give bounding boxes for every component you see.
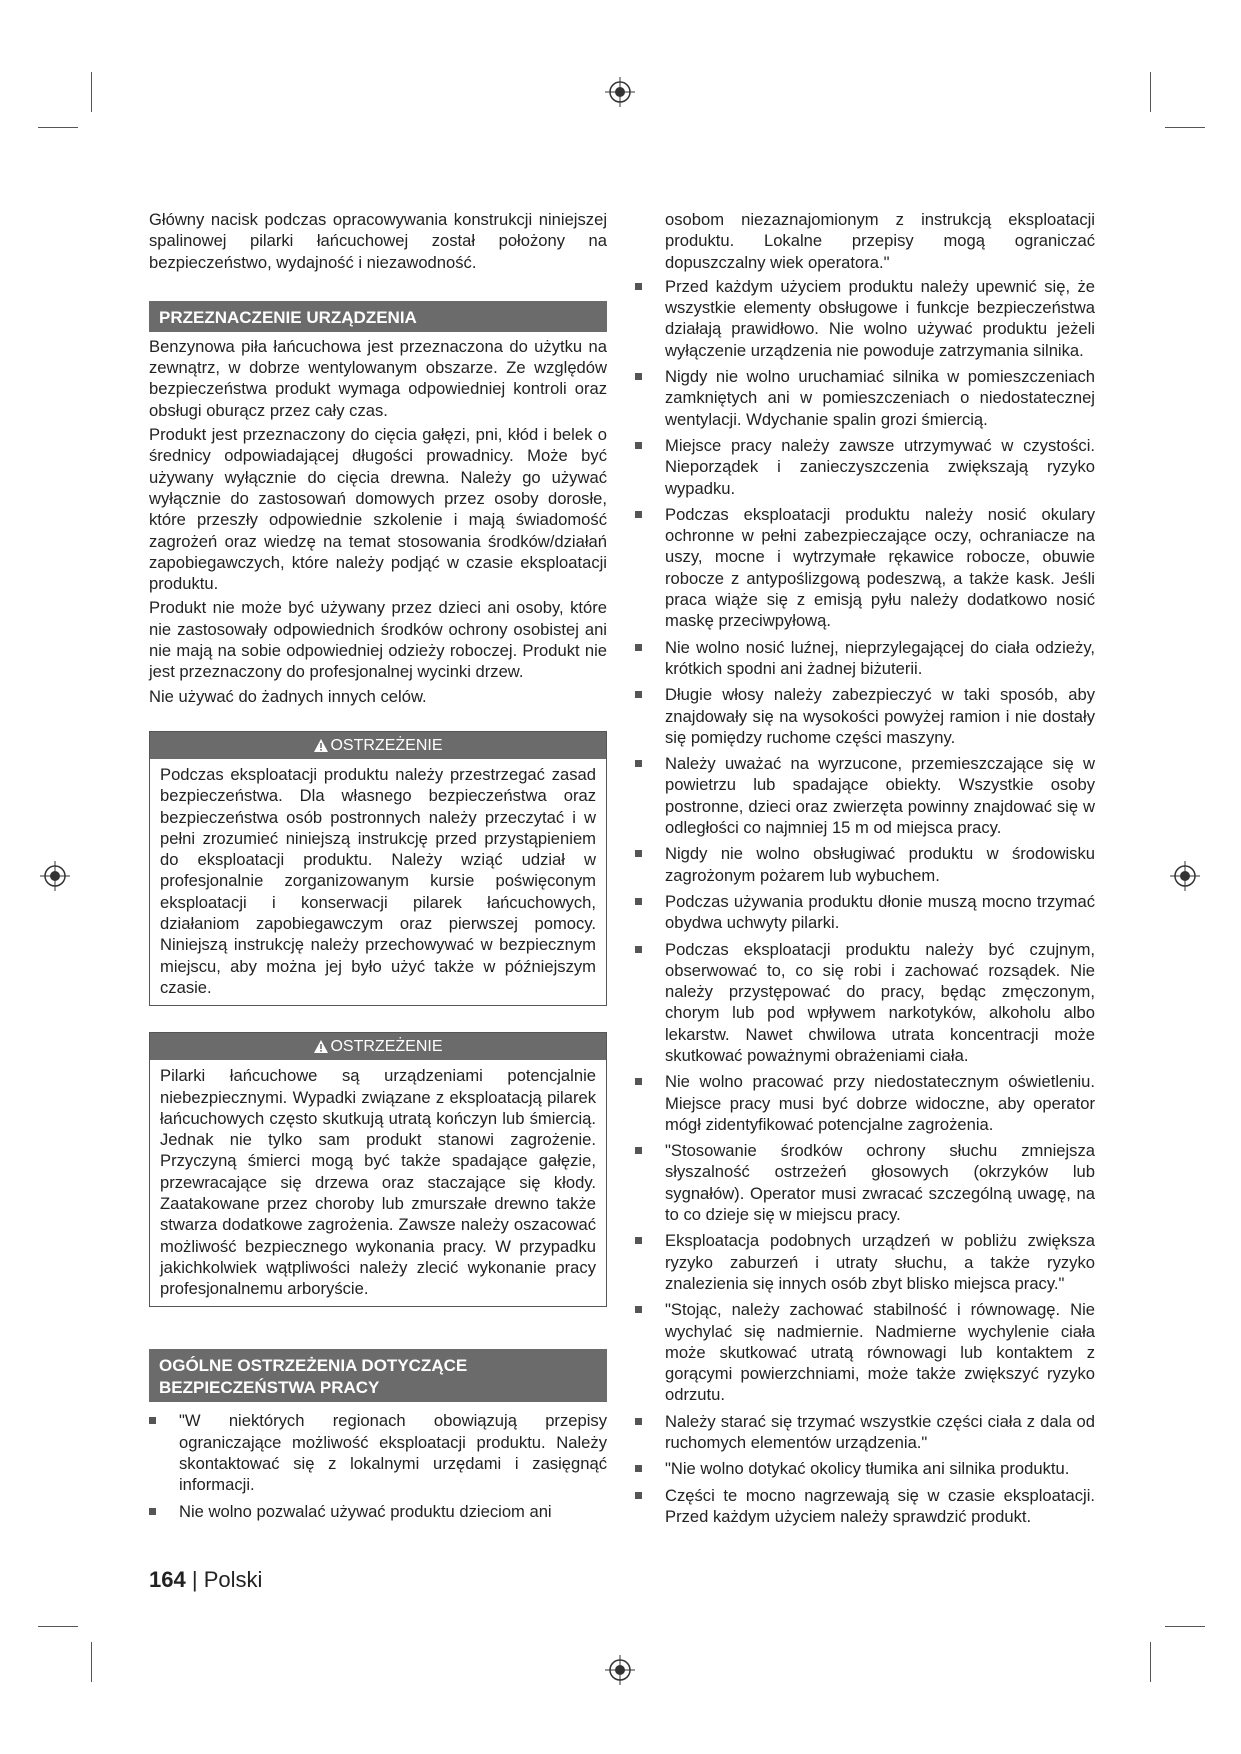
list-item: Podczas używania produktu dłonie muszą mocno trzymać obydwa uchwyty pilarki. (635, 891, 1095, 934)
warning-header (150, 732, 606, 759)
bullet-list (149, 1410, 607, 1521)
footer-separator: | (191, 1567, 198, 1592)
registration-mark-icon (605, 77, 635, 107)
page-number: 164 (149, 1567, 186, 1592)
warning-title: OSTRZEŻENIE (330, 1038, 443, 1056)
list-item: Podczas eksploatacji produktu należy nosić okulary ochronne w pełni zabezpieczające oczy, ochraniacze na uszy, mocne i wytrzymałe rękawice robocze, obuwie robocze z antypoślizgową podeszwą, a także kask. Jeśli praca wiąże się z emisją pyłu należy dodatkowo nosić maskę przeciwpyłową. (635, 504, 1095, 632)
crop-mark (1150, 72, 1151, 112)
list-item: Należy uważać na wyrzucone, przemieszczające się w powietrzu lub spadające obiekty. Wszystkie osoby postronne, dzieci oraz zwierzęta powinny znajdować się w odległości co najmniej 15 m od miejsca pracy. (635, 753, 1095, 838)
left-column (149, 209, 607, 1527)
list-item: Części te mocno nagrzewają się w czasie eksploatacji. Przed każdym użyciem należy sprawdzić produkt. (635, 1485, 1095, 1528)
list-item: "W niektórych regionach obowiązują przepisy ograniczające możliwość eksploatacji produktu. Należy skontaktować się z lokalnymi urzędami i zasięgnąć informacji. (149, 1410, 607, 1495)
crop-mark (38, 1626, 78, 1627)
paragraph: Produkt jest przeznaczony do cięcia gałęzi, pni, kłód i belek o średnicy odpowiadającej długości prowadnicy. Może być używany wyłącznie do cięcia drewna. Należy go używać wyłącznie do zastosowań domowych przez osoby dorosłe, które przeszły odpowiednie szkolenie i mają świadomość zagrożeń oraz wiedzę na temat stosowania środków/działań zapobiegawczych, które należy podjąć w czasie eksploatacji produktu. (149, 425, 607, 594)
crop-mark (1165, 1626, 1205, 1627)
intro-paragraph: Główny nacisk podczas opracowywania konstrukcji niniejszej spalinowej pilarki łańcuchowej został położony na bezpieczeństwo, wydajność i niezawodność. (149, 210, 607, 272)
list-item: Nigdy nie wolno obsługiwać produktu w środowisku zagrożonym pożarem lub wybuchem. (635, 843, 1095, 886)
list-item: "Stojąc, należy zachować stabilność i równowagę. Nie wychylać się nadmiernie. Nadmierne wychylenie ciała może skutkować utratą równowagi lub kontaktem z gorącymi powierzchniami, może także zwiększyć ryzyko odrzutu. (635, 1299, 1095, 1405)
warning-box (149, 731, 607, 1006)
list-item: Nie wolno pozwalać używać produktu dzieciom ani (149, 1501, 607, 1522)
warning-title: OSTRZEŻENIE (330, 736, 443, 754)
crop-mark (1150, 1642, 1151, 1682)
list-item: Miejsce pracy należy zawsze utrzymywać w czystości. Nieporządek i zanieczyszczenia zwiększają ryzyko wypadku. (635, 435, 1095, 499)
list-item: Podczas eksploatacji produktu należy być czujnym, obserwować to, co się robi i zachować rozsądek. Nie należy przystępować do pracy, będąc zmęczonym, chorym lub pod wpływem narkotyków, alkoholu albo lekarstw. Nawet chwilowa utrata koncentracji może skutkować poważnymi obrażeniami ciała. (635, 939, 1095, 1067)
warning-text: Podczas eksploatacji produktu należy przestrzegać zasad bezpieczeństwa. Dla własnego bezpieczeństwa oraz bezpieczeństwa osób postronnych należy przeczytać i w pełni zrozumieć niniejszą instrukcję przed przystąpieniem do eksploatacji produktu. Należy wziąć udział w profesjonalnie zorganizowanym kursie poświęconym eksploatacji i konserwacji pilarek łańcuchowych, działaniom zapobiegawczym oraz pierwszej pomocy. Niniejszą instrukcję należy przechowywać w bezpiecznym miejscu, aby można jej było użyć także w późniejszym czasie. (160, 764, 596, 997)
paragraph: Produkt nie może być używany przez dzieci ani osoby, które nie zastosowały odpowiednich środków ochrony osobistej ani nie mają na sobie odpowiedniej odzieży roboczej. Produkt nie jest przeznaczony do profesjonalnej wycinki drzew. (149, 598, 607, 682)
list-item: "Nie wolno dotykać okolicy tłumika ani silnika produktu. (635, 1458, 1095, 1479)
warning-box (149, 1032, 607, 1307)
registration-mark-icon (605, 1655, 635, 1685)
crop-mark (91, 1642, 92, 1682)
heading-line: BEZPIECZEŃSTWA PRACY (159, 1378, 380, 1398)
list-item: "Stosowanie środków ochrony słuchu zmniejsza słyszalność ostrzeżeń głosowych (okrzyków lub sygnałów). Operator musi zwracać szczególną uwagę, na to co dzieje się w miejscu pracy. (635, 1140, 1095, 1225)
list-item: Należy starać się trzymać wszystkie części ciała z dala od ruchomych elementów urządzenia." (635, 1411, 1095, 1454)
section-heading-intended-use: PRZEZNACZENIE URZĄDZENIA (149, 301, 607, 332)
list-item: Nigdy nie wolno uruchamiać silnika w pomieszczeniach zamkniętych ani w pomieszczeniach o niedostatecznej wentylacji. Wdychanie spalin grozi śmiercią. (635, 366, 1095, 430)
list-item: Eksploatacja podobnych urządzeń w pobliżu zwiększa ryzyko zaburzeń i utraty słuchu, a także ryzyko znalezienia się innych osób zbyt blisko miejsca pracy." (635, 1230, 1095, 1294)
list-item: Długie włosy należy zabezpieczyć w taki sposób, aby znajdowały się na wysokości powyżej ramion i nie dostały się pomiędzy ruchome części maszyny. (635, 684, 1095, 748)
registration-mark-icon (1170, 861, 1200, 891)
warning-header (150, 1033, 606, 1060)
list-item: Nie wolno nosić luźnej, nieprzylegającej do ciała odzieży, krótkich spodni ani żadnej biżuterii. (635, 637, 1095, 680)
crop-mark (1165, 127, 1205, 128)
list-item: Nie wolno pracować przy niedostatecznym oświetleniu. Miejsce pracy musi być dobrze widoczne, aby operator mógł zidentyfikować potencjalne zagrożenia. (635, 1071, 1095, 1135)
page-footer (149, 1567, 262, 1593)
section-heading-general-safety (149, 1349, 607, 1402)
crop-mark (91, 72, 92, 112)
warning-triangle-icon (313, 1039, 329, 1054)
heading-line: OGÓLNE OSTRZEŻENIA DOTYCZĄCE (159, 1356, 468, 1376)
paragraph: Nie używać do żadnych innych celów. (149, 686, 427, 706)
footer-language: Polski (203, 1567, 263, 1592)
warning-text: Pilarki łańcuchowe są urządzeniami potencjalnie niebezpiecznymi. Wypadki związane z eksploatacją pilarek łańcuchowych często skutkują utratą kończyn lub śmiercią. Jednak nie tylko sam produkt stanowi zagrożenie. Przyczyną śmierci mogą być także spadające gałęzie, przewracające się drzewa oraz staczające się kłody. Zaatakowane przez choroby lub zmurszałe drewno także stwarza dodatkowe zagrożenia. Zawsze należy oszacować możliwość bezpiecznego wykonania pracy. W przypadku jakichkolwiek wątpliwości należy zlecić wykonanie pracy profesjonalnemu arboryście. (160, 1066, 596, 1299)
bullet-list (635, 276, 1095, 1527)
registration-mark-icon (40, 861, 70, 891)
right-column (665, 209, 1095, 1532)
paragraph: Benzynowa piła łańcuchowa jest przeznaczona do użytku na zewnątrz, w dobrze wentylowanym obszarze. Ze względów bezpieczeństwa produkt wymaga odpowiedniej kontroli oraz obsługi oburącz przez cały czas. (149, 336, 607, 420)
continuation-paragraph: osobom niezaznajomionym z instrukcją eksploatacji produktu. Lokalne przepisy mogą ograniczać dopuszczalny wiek operatora." (665, 210, 1095, 272)
warning-triangle-icon (313, 738, 329, 753)
crop-mark (38, 127, 78, 128)
list-item: Przed każdym użyciem produktu należy upewnić się, że wszystkie elementy obsługowe i funkcje bezpieczeństwa działają prawidłowo. Nie wolno używać produktu jeżeli wyłączenie urządzenia nie powoduje zatrzymania silnika. (635, 276, 1095, 361)
